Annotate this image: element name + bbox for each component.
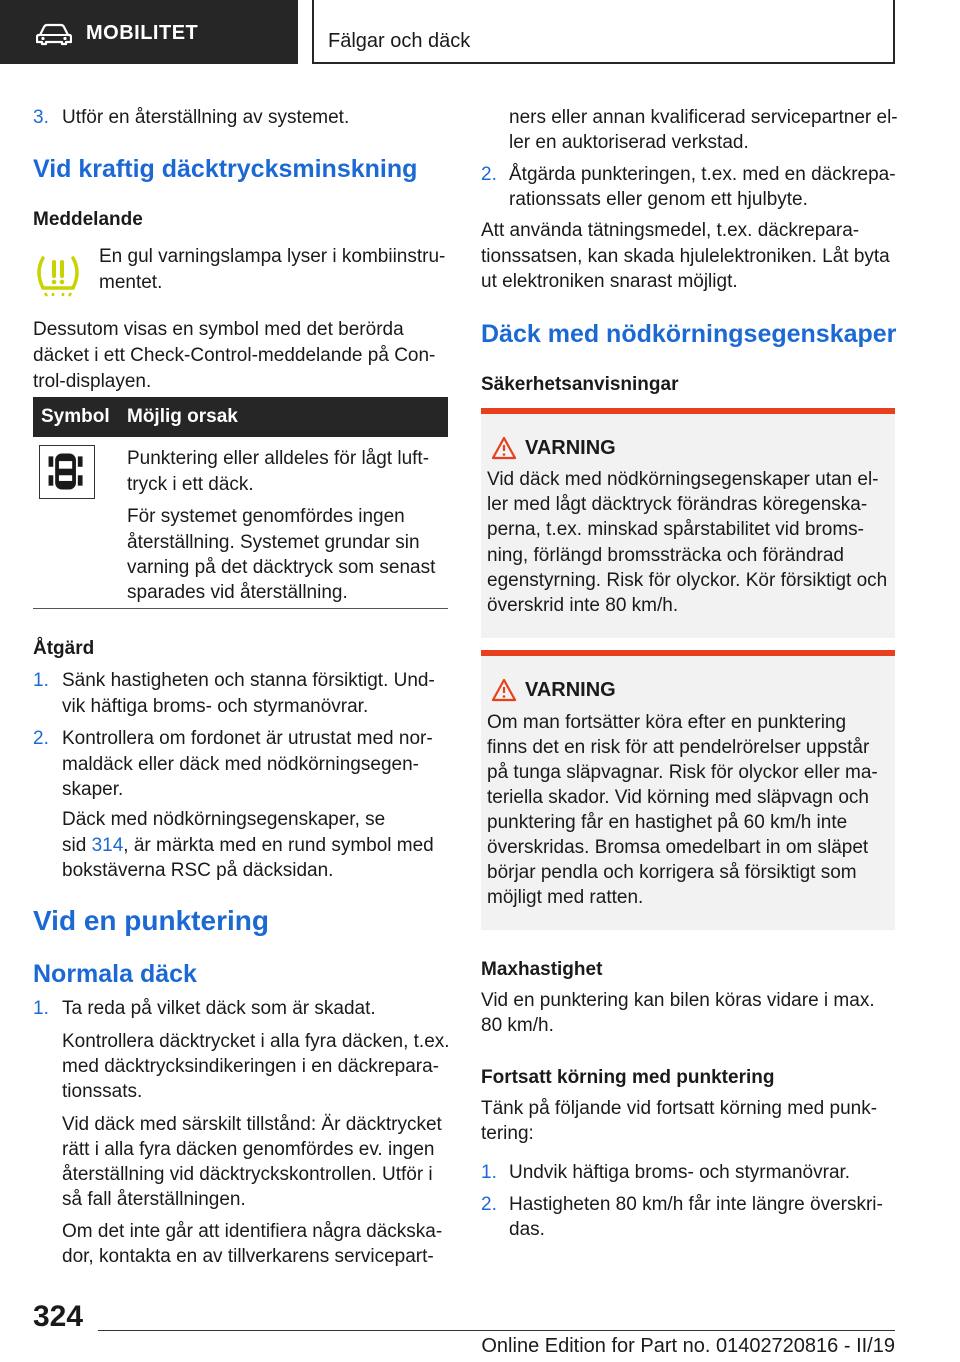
paragraph-line: ut elektroniken snarast möjligt. — [481, 271, 738, 292]
step-number: 1. — [33, 998, 49, 1019]
subheading-sakerhet: Säkerhetsanvisningar — [481, 374, 679, 395]
step-number: 2. — [481, 164, 497, 185]
heading-kraftig: Vid kraftig däcktrycksminskning — [33, 155, 418, 183]
section-title: MOBILITET — [86, 22, 199, 44]
paragraph-line: Att använda tätningsmedel, t.ex. däckrepara- — [481, 220, 860, 241]
warning-line: teriella skador. Vid körning med släpvagn och — [487, 787, 869, 808]
warning-line: överskridas. Bromsa omedelbart in om släpet — [487, 837, 869, 858]
step-text: Kontrollera om fordonet är utrustat med nor- — [62, 728, 433, 749]
step-note: Kontrollera däcktrycket i alla fyra däcken, t.ex. — [62, 1031, 450, 1052]
section-tab — [0, 0, 298, 64]
car-icon — [36, 22, 72, 46]
step-number: 1. — [33, 670, 49, 691]
paragraph-line: mentet. — [99, 272, 163, 293]
step-note: ners eller annan kvalificerad servicepartner el- — [509, 107, 898, 128]
table-header-cause: Möjlig orsak — [127, 406, 238, 427]
paragraph-line: tionssatsen, kan skada hjulelektroniken. Låt byta — [481, 246, 890, 267]
subheading-meddelande: Meddelande — [33, 209, 143, 230]
warning-box — [481, 408, 895, 638]
step-text: Åtgärda punkteringen, t.ex. med en däckrepa- — [509, 164, 896, 185]
warning-line: finns det en risk för att pendelrörelser uppstår — [487, 737, 870, 758]
warning-line: Om man fortsätter köra efter en punktering — [487, 712, 847, 733]
paragraph-line: Tänk på följande vid fortsatt körning med punk- — [481, 1098, 878, 1119]
step-number: 2. — [33, 728, 49, 749]
warning-line: möjligt med ratten. — [487, 887, 644, 908]
subheading-maxhast: Maxhastighet — [481, 959, 603, 980]
note-prefix: sid — [62, 835, 92, 856]
step-text: vik häftiga broms- och styrmanövrar. — [62, 696, 369, 717]
warning-line: ning, förlängd bromssträcka och förändrad — [487, 545, 844, 566]
step-text: Hastigheten 80 km/h får inte längre överskri- — [509, 1194, 883, 1215]
paragraph-line: däcket i ett Check-Control-meddelande på Con- — [33, 345, 436, 366]
warning-box — [481, 650, 895, 930]
step-note: bokstäverna RSC på däcksidan. — [62, 860, 334, 881]
table-cell-line: sparades vid återställning. — [127, 582, 348, 603]
step-text: Utför en återställning av systemet. — [62, 107, 350, 128]
step-note: återställning vid däcktryckskontrollen. Utför i — [62, 1164, 433, 1185]
step-note: Om det inte går att identifiera några däckska- — [62, 1221, 443, 1242]
paragraph-line: Vid en punktering kan bilen köras vidare i max. — [481, 990, 875, 1011]
paragraph-line: 80 km/h. — [481, 1015, 554, 1036]
step-note: dor, kontakta en av tillverkarens servicepart- — [62, 1246, 434, 1267]
warning-bar — [481, 650, 895, 656]
step-text: Ta reda på vilket däck som är skadat. — [62, 998, 376, 1019]
warning-line: ler med lågt däcktryck förändras köregenska- — [487, 494, 868, 515]
step-note: ler en auktoriserad verkstad. — [509, 132, 749, 153]
table-header-symbol: Symbol — [41, 406, 110, 427]
step-note: med däcktrycksindikeringen i en däckrepara- — [62, 1056, 440, 1077]
step-note: så fall återställningen. — [62, 1189, 246, 1210]
heading-nodkorning: Däck med nödkörningsegenskaper — [481, 320, 897, 348]
step-note — [62, 833, 434, 858]
warning-line: överskrid inte 80 km/h. — [487, 595, 679, 616]
warning-line: Vid däck med nödkörningsegenskaper utan el- — [487, 469, 879, 490]
table-header — [33, 397, 448, 437]
page-number: 324 — [33, 1300, 84, 1333]
table-cell-line: Punktering eller alldeles för lågt luft- — [127, 448, 430, 469]
warning-bar — [481, 408, 895, 414]
warning-title: VARNING — [525, 679, 616, 701]
heading-punktering: Vid en punktering — [33, 905, 269, 936]
note-suffix: , är märkta med en rund symbol med — [123, 835, 434, 856]
page-reference-link[interactable]: 314 — [91, 835, 124, 856]
step-note: tionssats. — [62, 1081, 143, 1102]
subheading-atgard: Åtgärd — [33, 638, 95, 659]
subheading-fortsatt: Fortsatt körning med punktering — [481, 1067, 775, 1088]
warning-line: egenstyrning. Risk för olyckor. Kör försiktigt och — [487, 570, 888, 591]
step-number: 1. — [481, 1162, 497, 1183]
table-cell-line: återställning. Systemet grundar sin — [127, 532, 420, 553]
step-note: Däck med nödkörningsegenskaper, se — [62, 809, 386, 830]
table-cell-line: tryck i ett däck. — [127, 474, 254, 495]
warning-title: VARNING — [525, 437, 616, 459]
footer-rule — [98, 1330, 895, 1331]
step-number: 3. — [33, 107, 49, 128]
step-text: das. — [509, 1219, 545, 1240]
warning-line: på tunga släpvagnar. Risk för olyckor eller ma- — [487, 762, 878, 783]
paragraph-line: tering: — [481, 1123, 534, 1144]
step-text: skaper. — [62, 779, 124, 800]
table-cell-line: För systemet genomfördes ingen — [127, 506, 405, 527]
edition-note: Online Edition for Part no. 01402720816 - II/19 — [481, 1335, 895, 1357]
step-text: maldäck eller däck med nödkörningsegen- — [62, 754, 419, 775]
chapter-header — [312, 0, 895, 64]
warning-line: perna, t.ex. minskad spårstabilitet vid broms- — [487, 519, 864, 540]
warning-line: punktering får en hastighet på 60 km/h inte — [487, 812, 848, 833]
table-divider — [33, 608, 448, 609]
step-number: 2. — [481, 1194, 497, 1215]
paragraph-line: trol-displayen. — [33, 371, 152, 392]
tire-pressure-warning-icon — [33, 252, 83, 298]
step-note: Vid däck med särskilt tillstånd: Är däcktrycket — [62, 1114, 442, 1135]
warning-triangle-icon — [491, 436, 517, 460]
step-note: rätt i alla fyra däcken genomfördes ev. ingen — [62, 1139, 435, 1160]
warning-line: börjar pendla och korrigera så försiktigt som — [487, 862, 857, 883]
heading-normala: Normala däck — [33, 960, 197, 988]
step-text: Sänk hastigheten och stanna försiktigt. Und- — [62, 670, 435, 691]
car-tire-symbol-icon — [39, 445, 95, 499]
paragraph-line: Dessutom visas en symbol med det berörda — [33, 319, 404, 340]
warning-triangle-icon — [491, 678, 517, 702]
step-text: Undvik häftiga broms- och styrmanövrar. — [509, 1162, 851, 1183]
step-text: rationssats eller genom ett hjulbyte. — [509, 189, 808, 210]
paragraph-line: En gul varningslampa lyser i kombiinstru- — [99, 246, 446, 267]
table-cell-line: varning på det däcktryck som senast — [127, 557, 436, 578]
chapter-title: Fälgar och däck — [328, 30, 471, 52]
